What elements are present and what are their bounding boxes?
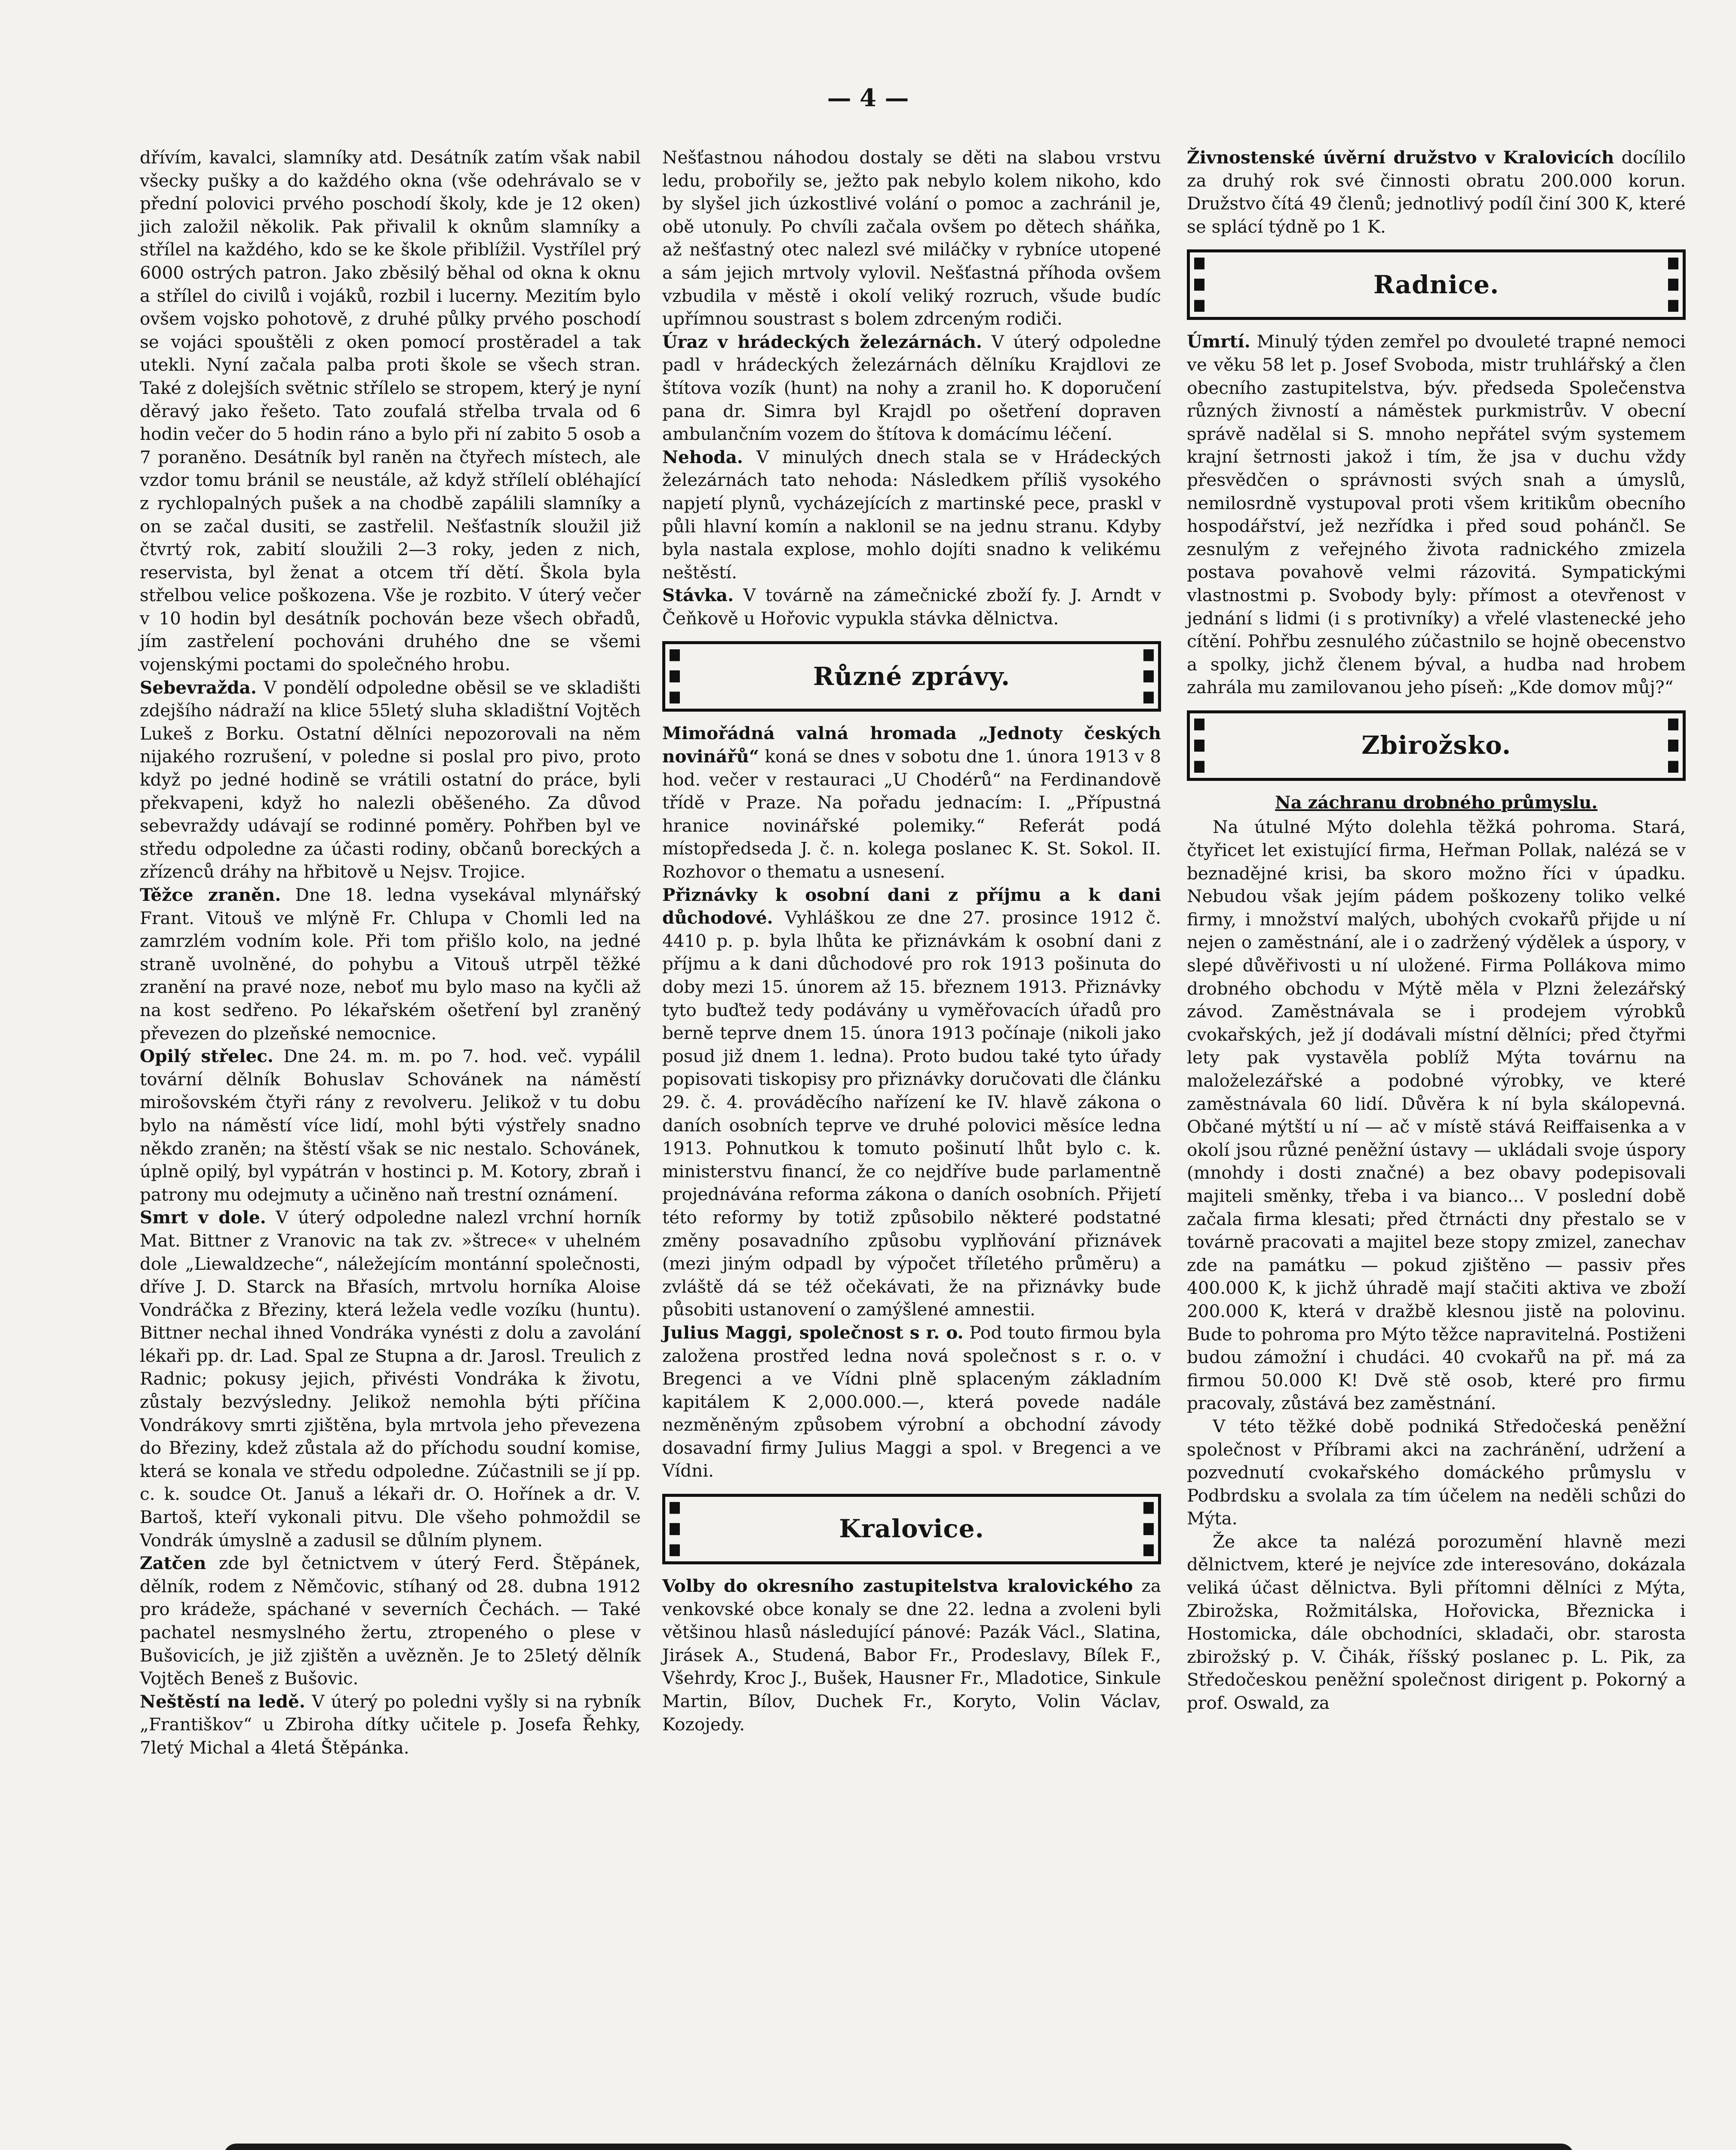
page-number: — 4 —	[827, 84, 909, 112]
article-headline: Julius Maggi, společnost s r. o.	[662, 1322, 964, 1343]
article-text: Na útulné Mýto dolehla těžká pohroma. Stará, čtyřicet let existující firma, Heřman Pollak, nalézá se v beznadějné krisi, ba skoro možno říci v úpadku. Nebudou však jejím pádem poškozeny toliko velké firmy, i množství malých, ubohých cvokařů přijde u ní nejen o zaměstnání, ale i o zadržený výdělek a úspory, v slepé důvěřivosti u ní uložené. Firma Pollákova mimo drobného obchodu v Mýtě měla v Plzni železářský závod. Zaměstnávala se i prodejem výrobků cvokařských, jež jí dodávali místní dělníci; před čtyřmi lety pak vystavěla poblíž Mýta továrnu na maloželezářské a podobné výrobky, ve které zaměstnávala 60 lidí. Důvěra k ní byla skálopevná. Občané mýtští u ní — ač v místě stává Reiffaisenka a v okolí jsou různé peněžní ústavy — ukládali svoje úspory (mnohdy i dosti značné) a bez obavy podepisovali majiteli směnky, třeba i va bianco… V poslední době začala firma klesati; před čtrnácti dny přestalo se v továrně pracovati a majitel beze stopy zmizel, zanechav zde na památku — pokud zjištěno — passiv přes 400.000 K, k jichž úhradě mají stačiti aktiva ve zboží 200.000 K, která v dražbě klesnou jistě na polovinu. Bude to pohroma pro Mýto těžce napravitelná. Postiženi budou zámožní i chudáci. 40 cvokařů na př. má za firmou 50.000 K! Dvě stě osob, které pro firmu pracovaly, zůstává bez zaměstnání.	[1187, 817, 1686, 1414]
article-headline: Zatčen	[140, 1553, 206, 1574]
article-text: koná se dnes v sobotu dne 1. února 1913 v 8 hod. večer v restauraci „U Chodérů“ na Ferdinandově třídě v Praze. Na pořadu jednacím: I. „Přípustná hranice novinářské polemiky.“ Referát podá místopředseda J. č. n. kolega poslanec K. St. Sokol. II. Rozhovor o thematu a usnesení.	[662, 746, 1161, 882]
article-text: Dne 18. ledna vysekával mlynářský Frant. Vitouš ve mlýně Fr. Chlupa v Chomli led na zamrzlém vodním kole. Při tom přišlo kolo, na jedné straně uvolněné, do pohybu a Vitouš utrpěl těžké zranění na pravé noze, neboť mu bylo maso na kyčli až na kost sedřeno. Po lékařském ošetření byl zraněný převezen do plzeňské nemocnice.	[140, 885, 641, 1044]
article-headline: Úmrtí.	[1187, 331, 1251, 352]
article-text: V úterý odpoledne nalezl vrchní horník Mat. Bittner z Vranovic na tak zv. »štrece« v uhelném dole „Liewaldzeche“, náležejícím montánní společnosti, dříve J. D. Starck na Břasích, mrtvolu horníka Aloise Vondráčka z Březiny, která ležela vedle vozíku (huntu). Bittner nechal ihned Vondráka vynésti z dolu a zavolání lékaři pp. dr. Lad. Spal ze Stupna a dr. Jarosl. Treulich z Radnic; pokusy jejich, přivésti Vondráka k životu, zůstaly bezvýsledny. Jelikož nemohla býti příčina Vondrákovy smrti zjištěna, byla mrtvola jeho převezena do Březiny, kdež zůstala až do příchodu soudní komise, která se konala ve středu odpoledne. Zúčastnili se jí pp. c. k. soudce Ot. Januš a lékaři dr. O. Hořínek a dr. V. Bartoš, kteří vykonali pitvu. Dle všeho pohmoždil se Vondrák úmyslně a zadusil se důlním plynem.	[140, 1207, 641, 1551]
article-umrti	[1187, 330, 1686, 699]
article-text: Vyhláškou ze dne 27. prosince 1912 č. 4410 p. p. byla lhůta ke přiznávkám k osobní dani z příjmu a k dani důchodové pro rok 1913 pošinuta do doby mezi 15. únorem až 15. březnem 1913. Přiznávky tyto buďtež tedy podávány u vyměřovacích úřadů pro berně teprve dnem 15. února 1913 počínaje (nikoli jako posud již dnem 1. ledna). Proto budou také tyto úřady popisovati tiskopisy pro přiznávky doručovati dle článku 29. č. 4. prováděcího nařízení ke IV. hlavě zákona o daních osobních teprve ve druhé polovici měsíce ledna 1913. Pohnutkou k tomuto pošinutí lhůt bylo c. k. ministerstvu financí, že co nejdříve bude parlamentně projednávána reforma zákona o daních osobních. Přijetí této reformy by totiž způsobilo některé podstatné změny posavadního způsobu vyplňování přiznávek (mezi jiným odpadl by výpočet tříletého průměru) a zvláště dá se též očekávati, že na přiznávky bude působiti ustanovení o zamýšlené amnestii.	[662, 907, 1161, 1320]
soap-advertisement	[224, 2144, 1574, 2150]
section-ornament	[1194, 719, 1204, 773]
article-text: V úterý po poledni vyšly si na rybník „Františkov“ u Zbiroha dítky učitele p. Josefa Řehky, 7letý Michal a 4letá Štěpánka.	[140, 1691, 641, 1758]
section-title: Zbirožsko.	[1361, 731, 1511, 760]
article-headline: Neštěstí na ledě.	[140, 1691, 305, 1712]
section-ornament	[670, 1502, 680, 1556]
article-text: Minulý týden zemřel po dvouleté trapné nemoci ve věku 58 let p. Josef Svoboda, mistr truhlářský a člen obecního zastupitelstva, býv. předseda Společenstva různých živností a náměstek purkmistrův. V obecní správě nadělal si S. mnoho nepřátel svým systemem krajní šetrnosti jakož i tím, že jsa v duchu vždy přesvědčen o správnosti svých snah a úmyslů, nemilosrdně vystupoval proti všem kritikům obecního hospodářství, jež nezřídka i před soud pohánčl. Se zesnulým z veřejného života radnického zmizela postava povahově velmi rázovitá. Sympatickými vlastnostmi p. Svobody byly: přímost a otevřenost v jednání s lidmi (i s protivníky) a vřelé vlastenecké jeho cítění. Pohřbu zesnulého zúčastnilo se hojně obecenstvo a spolky, jichž členem býval, a hudba nad hrobem zahrála mu zamilovanou jeho píseň: „Kde domov můj?“	[1187, 331, 1686, 698]
article-priznavky	[662, 884, 1161, 1321]
column-1	[140, 146, 641, 1760]
article-text: Nešťastnou náhodou dostaly se děti na slabou vrstvu ledu, probořily se, ježto pak nebylo kolem nikoho, kdo by slyšel jich úzkostlivé volání o pomoc a zachránil je, obě utonuly. Po chvíli začala ovšem po dětech sháňka, až nešťastný otec nalezl své miláčky v rybníce utopené a sám jejich mrtvoly vylovil. Nešťastná příhoda ovšem vzbudila v městě i okolí veliký rozruch, všude budíc upřímnou soustrast s bolem zdrceným rodiči.	[662, 147, 1161, 329]
article-headline: Živnostenské úvěrní družstvo v Kralovicích	[1187, 147, 1614, 168]
article-sebevrazda	[140, 676, 641, 884]
article-headline: Těžce zraněn.	[140, 885, 281, 905]
section-header-ruzne-zpravy	[662, 641, 1161, 712]
section-header-radnice	[1187, 249, 1686, 320]
article-headline: Nehoda.	[662, 446, 743, 467]
article-subheadline: Na záchranu drobného průmyslu.	[1275, 792, 1598, 813]
article-headline: Stávka.	[662, 585, 734, 606]
section-ornament	[1668, 719, 1678, 773]
article-opily-strelec	[140, 1045, 641, 1206]
section-title: Radnice.	[1373, 270, 1499, 299]
article-text: V minulých dnech stala se v Hrádeckých železárnách tato nehoda: Následkem příliš vysokého napjetí plynů, vycházejících z martinské pece, praskl v půli hlavní komín a naklonil se na jednu stranu. Kdyby byla nastala explose, mohlo dojíti snadno k velikému neštěstí.	[662, 446, 1161, 583]
article-text: Dne 24. m. m. po 7. hod. več. vypálil tovární dělník Bohuslav Schovánek na náměstí mirošovském čtyři rány z revolveru. Jelikož v tu dobu bylo na náměstí více lidí, mohl býti výstřely snadno někdo zraněn; na štěstí však se nic nestalo. Schovánek, úplně opilý, byl vypátrán v hostinci p. M. Kotory, zbraň i patrony mu odejmuty a učiněno naň trestní oznámení.	[140, 1046, 641, 1205]
article-druzstvo	[1187, 146, 1686, 238]
article-text: dřívím, kavalci, slamníky atd. Desátník zatím však nabil všecky pušky a do každého okna (vše odehrávalo se v přední polovici prvého poschodí školy, kde je 12 oken) jich založil několik. Pak přivalil k oknům slamníky a střílel na každého, kdo se ke škole přiblížil. Vystřílel prý 6000 ostrých patron. Jako zběsilý běhal od okna k oknu a střílel do civilů i vojáků, rozbil i lucerny. Mezitím bylo ovšem vojsko pohotově, z druhé půlky prvého poschodí se vojáci spouštěli z oken pomocí prostěradel a tak utekli. Nyní začala palba proti škole se všech stran. Také z dolejších světnic střílelo se stropem, který je nyní děravý jako řešeto. Tato zoufalá střelba trvala od 6 hodin večer do 5 hodin ráno a bylo při ní zabito 5 osob a 7 poraněno. Desátník byl raněn na čtyřech místech, ale vzdor tomu bránil se neustále, až když střílelí obléhající z rychlopalných pušek a na chodbě zapálili slamníky a on se začal dusiti, se zastřelil. Nešťastník sloužil již čtvrtý rok, zabití sloužili 2—3 roky, jeden z nich, reservista, byl ženat a otcem tří dětí. Škola byla střelbou velice poškozena. Vše je rozbito. V úterý večer v 10 hodin byl desátník pochován beze všech obřadů, jím zastřelení pochováni druhého dne se všemi vojenskými poctami do společného hrobu.	[140, 147, 641, 675]
article-text: docílilo za druhý rok své činnosti obratu 200.000 korun. Družstvo čítá 49 členů; jednotlivý podíl činí 300 K, které se splácí týdně po 1 K.	[1187, 147, 1686, 237]
column-2	[662, 146, 1161, 1736]
article-text: za venkovské obce konaly se dne 22. ledna a zvoleni byli většinou hlasů následující pánové: Pazák Václ., Slatina, Jirásek A., Studená, Babor Fr., Prodeslavy, Bílek F., Všehrdy, Kroc J., Bušek, Hausner Fr., Mladotice, Sinkule Martin, Bílov, Duchek Fr., Koryto, Volin Václav, Kozojedy.	[662, 1576, 1161, 1735]
article-text: V této těžké době podniká Středočeská peněžní společnost v Příbrami akci na zachránění, udržení a pozvednutí cvokařského domáckého průmyslu v Podbrdsku a svolala za tím účelem na neděli schůzi do Mýta.	[1187, 1416, 1686, 1529]
article-headline: Mimořádná valná hromada „Jednoty českých novinářů“	[662, 723, 1161, 767]
section-header-zbirozsko	[1187, 710, 1686, 781]
article-headline: Přiznávky k osobní dani z příjmu a k dani důchodové.	[662, 884, 1161, 928]
section-ornament	[1143, 1502, 1154, 1556]
column-3	[1187, 146, 1686, 1715]
article-zatcen	[140, 1552, 641, 1690]
section-ornament	[1143, 649, 1154, 703]
article-text: V továrně na zámečnické zboží fy. J. Arndt v Čeňkově u Hořovic vypukla stávka dělnictva.	[662, 585, 1161, 629]
article-tezce-zranen	[140, 884, 641, 1045]
article-stavka	[662, 584, 1161, 630]
article-text: V úterý odpoledne padl v hrádeckých železárnách dělníku Krajdlovi ze štítova vozík (hunt) na nohy a zranil ho. K doporučení pana dr. Simra byl Krajdl po ošetření dopraven ambulančním vozem do štítova k domácímu léčení.	[662, 331, 1161, 445]
section-ornament	[1668, 258, 1678, 312]
section-ornament	[1194, 258, 1204, 312]
article-smrt-v-dole	[140, 1206, 641, 1552]
article-headline: Volby do okresního zastupitelstva kralovického	[662, 1576, 1133, 1597]
article-nestesti-na-lede	[140, 1690, 641, 1760]
article-headline: Opilý střelec.	[140, 1046, 273, 1067]
article-headline: Úraz v hrádeckých železárnách.	[662, 331, 982, 352]
article-text: Že akce ta nalézá porozumění hlavně mezi dělnictvem, které je nejvíce zde interesováno, dokázala veliká účast dělnictva. Byli přítomni dělníci z Mýta, Zbirožska, Rožmitálska, Hořovicka, Březnicka i Hostomicka, dále obchodníci, skladači, obr. starosta zbirožský p. V. Čihák, říšský poslanec p. L. Pik, za Středočeskou peněžní společnost dirigent p. Pokorný a prof. Oswald, za	[1187, 1531, 1686, 1714]
article-text: Pod touto firmou byla založena prostřed ledna nová společnost s r. o. v Bregenci a ve Vídni plně splaceným základním kapitálem K 2,000.000.—, která povede nadále nezměněným způsobem výrobní a obchodní závody dosavadní firmy Julius Maggi a spol. v Bregenci a ve Vídni.	[662, 1322, 1161, 1481]
section-title: Různé zprávy.	[813, 661, 1011, 691]
article-uraz	[662, 331, 1161, 446]
section-title: Kralovice.	[839, 1514, 984, 1544]
section-ornament	[670, 649, 680, 703]
article-valna-hromada	[662, 722, 1161, 883]
article-text: V pondělí odpoledne oběsil se ve skladišti zdejšího nádraží na klice 55letý sluha skladištní Vojtěch Lukeš z Borku. Ostatní dělníci nepozorovali na něm nijakého rozrušení, v poledne si poslal pro pivo, proto když po jedné hodině se vrátili ostatní do práce, byli překvapeni, když ho nalezli oběšeného. Za důvod sebevraždy udávají se rodinné poměry. Pohřben byl ve středu odpoledne za účasti rodiny, občanů boreckých a zřízenců dráhy na hřbitově u Nejsv. Trojice.	[140, 677, 641, 882]
article-headline: Sebevražda.	[140, 677, 257, 698]
article-nehoda	[662, 446, 1161, 584]
article-headline: Smrt v dole.	[140, 1207, 266, 1228]
section-header-kralovice	[662, 1494, 1161, 1564]
article-maggi	[662, 1321, 1161, 1483]
article-text: zde byl četnictvem v úterý Ferd. Štěpánek, dělník, rodem z Němčovic, stíhaný od 28. dubna 1912 pro krádeže, spáchané v severních Čechách. — Také pachatel nesmyslného žertu, ztropeného o plese v Bušovicích, je již zjištěn a uvězněn. Je to 25letý dělník Vojtěch Beneš z Bušovic.	[140, 1553, 641, 1689]
article-volby	[662, 1575, 1161, 1736]
